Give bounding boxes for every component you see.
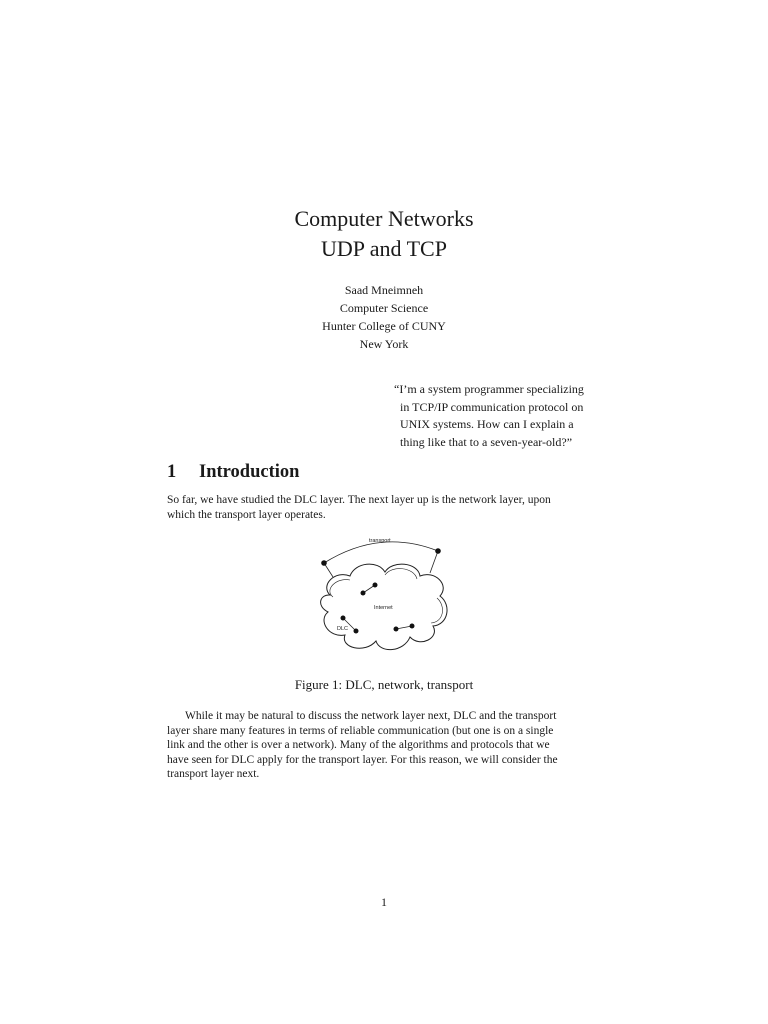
section-number: 1 xyxy=(167,462,177,482)
author-name: Saad Mneimneh xyxy=(344,283,424,297)
transport-endpoint-right xyxy=(435,548,441,554)
transport-link-right xyxy=(430,551,438,573)
epigraph-line: “I’m a system programmer specializing xyxy=(394,382,584,396)
transport-endpoint-left xyxy=(321,560,327,566)
network-node xyxy=(361,591,366,596)
author-location: New York xyxy=(359,337,409,351)
author-institution: Hunter College of CUNY xyxy=(322,319,446,333)
cloud-diagram xyxy=(300,530,460,665)
network-cloud-figure xyxy=(300,530,460,665)
paragraph-body xyxy=(167,709,601,782)
paragraph-line: link and the other is over a network). Many of the algorithms and protocols that we xyxy=(167,739,550,751)
epigraph-line: in TCP/IP communication protocol on xyxy=(400,399,584,414)
dlc-label: DLC xyxy=(337,626,349,632)
paragraph-line: have seen for DLC apply for the transport layer. For this reason, we will consider the xyxy=(167,753,558,766)
epigraph-line: thing like that to a seven-year-old?” xyxy=(400,434,573,449)
network-node xyxy=(373,583,378,588)
paragraph-line: layer share many features in terms of reliable communication (but one is on a single xyxy=(167,724,554,737)
network-node xyxy=(394,627,399,632)
paragraph-line: While it may be natural to discuss the network layer next, DLC and the transport xyxy=(185,710,557,722)
author-department: Computer Science xyxy=(339,301,429,315)
internet-label: Internet xyxy=(374,605,393,611)
paragraph-line: So far, we have studied the DLC layer. The next layer up is the network layer, upon xyxy=(167,494,551,506)
transport-arc xyxy=(324,542,438,563)
transport-label: transport xyxy=(369,538,391,544)
dlc-node xyxy=(341,616,346,621)
epigraph-quote xyxy=(394,381,634,451)
section-heading xyxy=(167,460,299,484)
title-line-1: Computer Networks xyxy=(294,206,474,231)
dlc-node xyxy=(354,629,359,634)
network-node xyxy=(410,624,415,629)
section-title: Introduction xyxy=(199,462,300,482)
paragraph-intro xyxy=(167,493,601,522)
paragraph-line: transport layer next. xyxy=(167,768,260,780)
epigraph-line: UNIX systems. How can I explain a xyxy=(400,417,574,431)
title-line-2: UDP and TCP xyxy=(321,236,447,261)
page-number: 1 xyxy=(381,895,387,909)
paragraph-line: which the transport layer operates. xyxy=(167,508,326,521)
figure-caption: Figure 1: DLC, network, transport xyxy=(294,677,474,692)
